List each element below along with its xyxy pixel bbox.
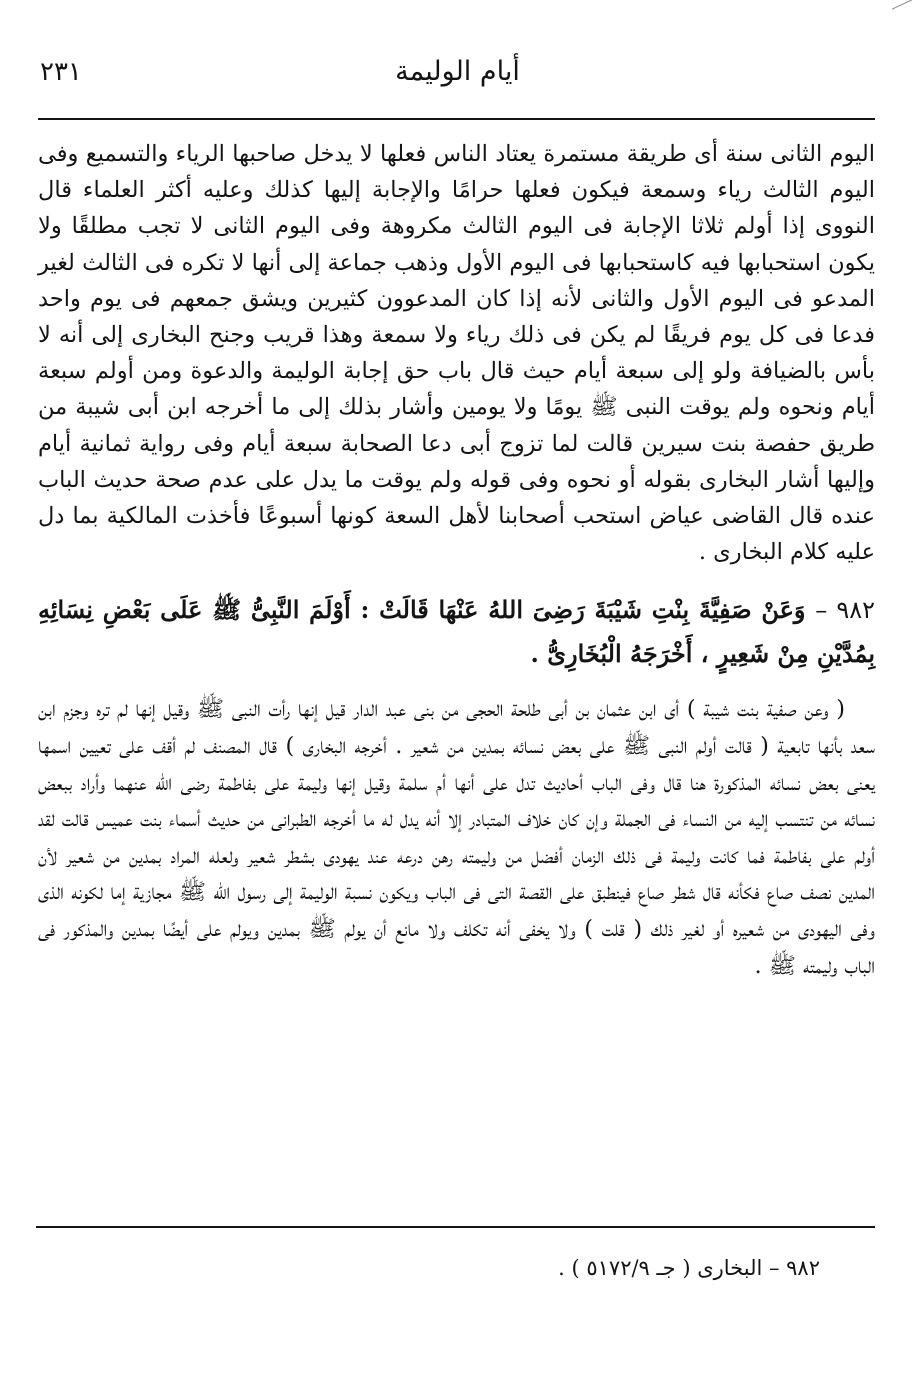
page-number: ٢٣١ xyxy=(40,57,82,87)
hadith-text xyxy=(38,588,875,675)
page-header xyxy=(40,52,875,102)
opening-paragraph: اليوم الثانى سنة أى طريقة مستمرة يعتاد الناس فعلها لا يدخل صاحبها الرياء والتسميع وفى اليوم الثالث رياء وسمعة فيكون فعلها حرامًا والإجابة إليها كذلك وعليه أكثر العلماء قال النووى إذا أولم ثلاثا الإجابة فى اليوم الثالث مكروهة وفى اليوم الثانى لا تجب مطلقًا ولا يكون استحبابها فيه كاستحبابها فى اليوم الأول وذهب جماعة إلى أنها لا تكره فى الثالث لغير المدعو فى اليوم الأول والثانى لأنه إذا كان المدعوون كثيرين ويشق جمعهم فى يوم واحد فدعا فى كل يوم فريقًا لم يكن فى ذلك رياء ولا سمعة وهذا قريب وجنح البخارى إلى أنه لا بأس بالضيافة ولو إلى سبعة أيام حيث قال باب حق إجابة الوليمة والدعوة ومن أولم سبعة أيام ونحوه ولم يوقت النبى ﷺ يومًا ولا يومين وأشار بذلك إلى ما أخرجه ابن أبى شيبة من طريق حفصة بنت سيرين قالت لما تزوج أبى دعا الصحابة سبعة أيام وفى رواية ثمانية أيام وإليها أشار البخارى بقوله أو نحوه وفى قوله ولم يوقت ما يدل على عدم صحة حديث الباب عنده قال القاضى عياض استحب أصحابنا لأهل السعة كونها أسبوعًا فأخذت المالكية بما دل عليه كلام البخارى . xyxy=(38,141,875,566)
commentary-paragraph: ( وعن صفية بنت شيبة ) أى ابن عثمان بن أبى طلحة الحجى من بنى عبد الدار قيل إنها رأت النبى ﷺ وقيل إنها لم تره وجزم ابن سعد بأنها تابعية ( قالت أولم النبى ﷺ على بعض نسائه بمدين من شعير . أخرجه البخارى ) قال المصنف لم أقف على تعيين اسمها يعنى بعض نسائه المذكورة هنا قال وفى الباب أحاديث تدل على أنها أم سلمة وقيل إنها وليمة على بفاطمة رضى الله عنهما وأراد ببعض نسائه من تنتسب إليه من النساء فى الجملة وإن كان خلاف المتبادر إلا أنه يدل له ما أخرجه الطبرانى من حديث أسماء بنت عميس قالت لقد أولم على بفاطمة فما كانت وليمة فى ذلك الزمان أفضل من وليمته رهن درعه عند يهودى بشطر شعير ولعله المراد بمدين من شعير لأن المدين نصف صاع فكأنه قال شطر صاع فينطبق على القصة التى فى الباب ويكون نسبة الوليمة إلى رسول الله ﷺ مجازية إما لكونه الذى وفى اليهودى من شعيره أو لغير ذلك ( قلت ) ولا يخفى أنه تكلف ولا مانع أن يولم ﷺ بمدين ويولم على أيضًا بمدين والمذكور فى الباب وليمته ﷺ . xyxy=(38,696,876,979)
scan-mark xyxy=(892,0,912,10)
running-title: أيام الوليمة xyxy=(395,56,520,87)
footnote-divider xyxy=(36,1226,875,1228)
header-divider xyxy=(38,118,875,120)
main-text xyxy=(38,136,875,984)
hadith-number: ٩٨٢ – xyxy=(815,596,876,625)
footnote: ٩٨٢ – البخارى ( جـ ٥١٧٢/٩ ) . xyxy=(558,1256,820,1280)
hadith-body: وَعَنْ صَفِيَّةَ بِنْتِ شَيْبَةَ رَضِىَ اللهُ عَنْهَا قَالَتْ : أَوْلَمَ النَّبِىُّ ﷺ عَلَى بَعْضِ نِسَائِهِ بِمُدَّيْنِ مِنْ شَعِيرٍ ، أَخْرَجَهُ الْبُخَارِىُّ . xyxy=(38,595,875,669)
